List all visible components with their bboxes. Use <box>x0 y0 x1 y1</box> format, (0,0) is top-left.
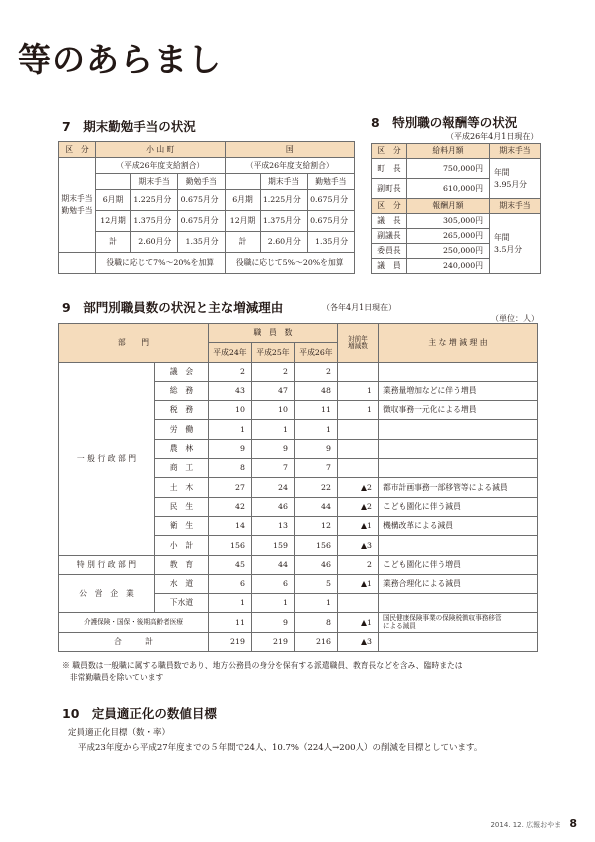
cell: 44 <box>251 555 294 574</box>
cell: 9 <box>294 439 337 458</box>
header-kubun: 区 分 <box>372 144 407 159</box>
cell <box>378 420 537 439</box>
cell: 年間 3.5月分 <box>490 214 541 274</box>
header-bonus: 期末手当 <box>490 144 541 159</box>
cell: 240,000円 <box>407 259 490 274</box>
cell: 45 <box>208 555 251 574</box>
cell: 250,000円 <box>407 244 490 259</box>
cell: 8 <box>294 613 337 632</box>
rate-note: （平成26年度支給割合） <box>96 158 226 174</box>
page-title: 等のあらまし <box>18 40 222 79</box>
section-8-date: （平成26年4月1日現在） <box>446 132 539 141</box>
cell: 12月期 <box>96 211 131 232</box>
table-row <box>59 613 538 632</box>
col-kinben: 勤勉手当 <box>178 174 225 190</box>
cell: 216 <box>294 632 337 651</box>
cell: 1 <box>208 420 251 439</box>
cell: 6 <box>251 574 294 593</box>
cell: 11 <box>294 401 337 420</box>
section-9-date: （各年4月1日現在） <box>322 303 397 312</box>
cell: ▲1 <box>337 613 378 632</box>
unit-label: （単位：人） <box>491 314 539 323</box>
cell: 44 <box>294 497 337 516</box>
cell: 2.60月分 <box>131 232 178 253</box>
cell: 6 <box>208 574 251 593</box>
cell <box>337 594 378 613</box>
cell: 7 <box>294 459 337 478</box>
cell: 1 <box>251 594 294 613</box>
cell <box>378 459 537 478</box>
section-7-title: 7 期末勤勉手当の状況 <box>62 119 196 134</box>
cell: ▲3 <box>337 536 378 555</box>
cell: 1.225月分 <box>131 190 178 211</box>
header-bonus: 期末手当 <box>490 199 541 214</box>
header-salary: 給料月額 <box>407 144 490 159</box>
cell: 0.675月分 <box>178 190 225 211</box>
cell: 1.375月分 <box>260 211 307 232</box>
cell: 7 <box>251 459 294 478</box>
cell: ▲3 <box>337 632 378 651</box>
page-footer <box>490 817 577 830</box>
cell: 610,000円 <box>407 179 490 199</box>
cell: 議 長 <box>372 214 407 229</box>
header-kubun: 区 分 <box>372 199 407 214</box>
cell: 国民健康保険事業の保険税徴収事務移管 による減員 <box>378 613 537 632</box>
cell: 1 <box>208 594 251 613</box>
cell: 5 <box>294 574 337 593</box>
section-8-title: 8 特別職の報酬等の状況 <box>371 115 518 130</box>
table-row <box>59 211 355 232</box>
cell <box>378 362 537 381</box>
cell <box>337 459 378 478</box>
cell: 42 <box>208 497 251 516</box>
header-kuni: 国 <box>225 142 355 158</box>
table-row <box>59 190 355 211</box>
group-tokubetsu: 特 別 行 政 部 門 <box>59 555 155 574</box>
cell: 750,000円 <box>407 159 490 179</box>
cell <box>378 536 537 555</box>
cell <box>337 420 378 439</box>
cell: ▲1 <box>337 574 378 593</box>
cell: 305,000円 <box>407 214 490 229</box>
cell: 9 <box>251 439 294 458</box>
table-row <box>59 574 538 593</box>
cell: 46 <box>251 497 294 516</box>
note-oyama: 役職に応じて7%～20%を加算 <box>96 253 226 274</box>
group-kaigo: 介護保険・国保・後期高齢者医療 <box>59 613 209 632</box>
cell: 民 生 <box>155 497 209 516</box>
cell: 47 <box>251 381 294 400</box>
cell: 0.675月分 <box>307 190 354 211</box>
cell: 2.60月分 <box>260 232 307 253</box>
cell: 9 <box>208 439 251 458</box>
cell: 2 <box>251 362 294 381</box>
cell: 24 <box>251 478 294 497</box>
cell: 総 務 <box>155 381 209 400</box>
cell: 1 <box>337 401 378 420</box>
cell: 税 務 <box>155 401 209 420</box>
cell: 1.375月分 <box>131 211 178 232</box>
cell <box>378 632 537 651</box>
cell <box>337 439 378 458</box>
cell: 商 工 <box>155 459 209 478</box>
cell: 219 <box>251 632 294 651</box>
cell: ▲2 <box>337 478 378 497</box>
footer-date: 2014. 12. <box>490 821 524 829</box>
cell: 0.675月分 <box>307 211 354 232</box>
bonus-table <box>58 141 355 274</box>
staff-table <box>58 323 538 652</box>
cell: 2 <box>294 362 337 381</box>
cell: 13 <box>251 516 294 535</box>
special-post-table <box>371 143 541 274</box>
cell: 下水道 <box>155 594 209 613</box>
header-year: 平成25年 <box>251 343 294 362</box>
cell: 159 <box>251 536 294 555</box>
cell: 1.225月分 <box>260 190 307 211</box>
cell: 9 <box>251 613 294 632</box>
cell: 22 <box>294 478 337 497</box>
cell: 12 <box>294 516 337 535</box>
header-year: 平成26年 <box>294 343 337 362</box>
cell: 土 木 <box>155 478 209 497</box>
cell: 156 <box>294 536 337 555</box>
cell: 副議長 <box>372 229 407 244</box>
page-number: 8 <box>569 817 577 830</box>
cell: 副町長 <box>372 179 407 199</box>
header-reason: 主 な 増 減 理 由 <box>378 324 537 363</box>
cell: 計 <box>225 232 260 253</box>
header-oyama: 小 山 町 <box>96 142 226 158</box>
table-row <box>372 214 541 229</box>
cell: こども園化に伴う減員 <box>378 497 537 516</box>
staff-note: ※ 職員数は一般職に属する職員数であり、地方公務員の身分を保有する派遣職員、教育長などを含み、臨時または 非常勤職員を除いています <box>62 661 463 683</box>
table-row <box>59 555 538 574</box>
cell: 1 <box>294 420 337 439</box>
cell: 6月期 <box>225 190 260 211</box>
table-row <box>59 362 538 381</box>
cell <box>378 439 537 458</box>
cell: 衛 生 <box>155 516 209 535</box>
cell: 1.35月分 <box>178 232 225 253</box>
cell: 14 <box>208 516 251 535</box>
group-koei: 公 営 企 業 <box>59 574 155 613</box>
cell: 機構改革による減員 <box>378 516 537 535</box>
cell: 計 <box>96 232 131 253</box>
cell: 労 働 <box>155 420 209 439</box>
col-kimatsu: 期末手当 <box>131 174 178 190</box>
cell: 町 長 <box>372 159 407 179</box>
cell: 議 員 <box>372 259 407 274</box>
header-change: 対前年 増減数 <box>337 324 378 363</box>
cell: 48 <box>294 381 337 400</box>
cell: 業務合理化による減員 <box>378 574 537 593</box>
cell: 都市計画事務一部移管等による減員 <box>378 478 537 497</box>
cell: 教 育 <box>155 555 209 574</box>
cell <box>337 362 378 381</box>
header-bumon: 部 門 <box>59 324 209 363</box>
cell: 1.35月分 <box>307 232 354 253</box>
cell: 年間 3.95月分 <box>490 159 541 199</box>
table-row <box>372 159 541 179</box>
footer-magazine: 広報おやま <box>526 821 562 829</box>
cell: 6月期 <box>96 190 131 211</box>
cell: 11 <box>208 613 251 632</box>
header-year: 平成24年 <box>208 343 251 362</box>
cell: ▲1 <box>337 516 378 535</box>
cell: 2 <box>337 555 378 574</box>
cell: 農 林 <box>155 439 209 458</box>
cell: 委員長 <box>372 244 407 259</box>
cell: 1 <box>294 594 337 613</box>
cell: 0.675月分 <box>178 211 225 232</box>
rate-note: （平成26年度支給割合） <box>225 158 355 174</box>
cell: 12月期 <box>225 211 260 232</box>
cell: 2 <box>208 362 251 381</box>
group-ippan: 一 般 行 政 部 門 <box>59 362 155 555</box>
cell: 46 <box>294 555 337 574</box>
group-gokei: 合 計 <box>59 632 209 651</box>
cell: 議 会 <box>155 362 209 381</box>
cell: 1 <box>337 381 378 400</box>
cell: 219 <box>208 632 251 651</box>
row-label: 期末手当 勤勉手当 <box>59 158 96 253</box>
section-10-text: 平成23年度から平成27年度までの５年間で24人、10.7%（224人→200人）の削減を目標としています。 <box>78 743 483 753</box>
cell: 1 <box>251 420 294 439</box>
cell: 10 <box>251 401 294 420</box>
header-remuneration: 報酬月額 <box>407 199 490 214</box>
table-row <box>59 632 538 651</box>
cell: 徴収事務一元化による増員 <box>378 401 537 420</box>
table-row <box>59 232 355 253</box>
cell <box>378 594 537 613</box>
cell: 43 <box>208 381 251 400</box>
cell: こども園化に伴う増員 <box>378 555 537 574</box>
cell: 10 <box>208 401 251 420</box>
col-kinben: 勤勉手当 <box>307 174 354 190</box>
header-kubun: 区 分 <box>59 142 96 158</box>
cell: 業務量増加などに伴う増員 <box>378 381 537 400</box>
cell: ▲2 <box>337 497 378 516</box>
col-kimatsu: 期末手当 <box>260 174 307 190</box>
section-10-title: 10 定員適正化の数値目標 <box>62 706 217 721</box>
cell: 小 計 <box>155 536 209 555</box>
section-10-subtitle: 定員適正化目標（数・率） <box>68 728 171 738</box>
note-kuni: 役職に応じて5%～20%を加算 <box>225 253 355 274</box>
cell: 27 <box>208 478 251 497</box>
header-staff: 職 員 数 <box>208 324 337 343</box>
cell: 水 道 <box>155 574 209 593</box>
cell: 265,000円 <box>407 229 490 244</box>
cell: 8 <box>208 459 251 478</box>
section-9-title: 9 部門別職員数の状況と主な増減理由 <box>62 300 284 315</box>
cell: 156 <box>208 536 251 555</box>
